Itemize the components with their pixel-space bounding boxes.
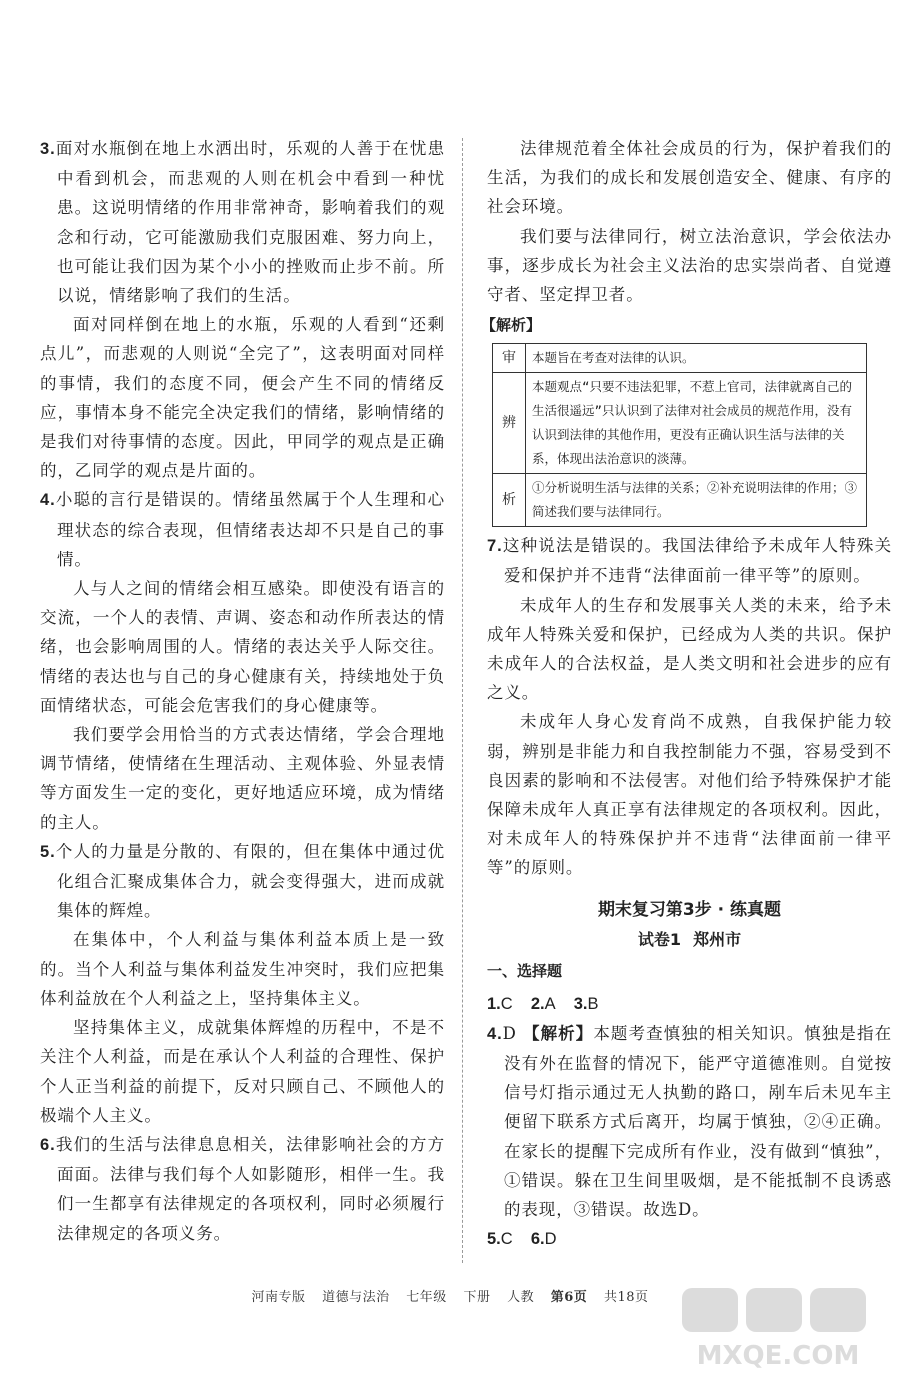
answer-6-number: 6. xyxy=(40,1135,56,1154)
answer-row-2 xyxy=(487,1224,892,1254)
answer-4-p1 xyxy=(40,485,445,574)
answer-5-p2: 在集体中，个人利益与集体利益本质上是一致的。当个人利益与集体利益发生冲突时，我们应把集体利益放在个人利益之上，坚持集体主义。 xyxy=(40,930,445,1008)
watermark-logo xyxy=(678,1284,878,1374)
mc-answer-4-tag: 【解析】 xyxy=(523,1023,594,1043)
table-row xyxy=(493,474,867,527)
table-cell: ①分析说明生活与法律的关系；②补充说明法律的作用；③简述我们要与法律同行。 xyxy=(526,474,867,527)
footer-edition: 河南专版 xyxy=(251,1290,306,1305)
table-cell: 本题旨在考查对法律的认识。 xyxy=(526,344,867,373)
answer-3-p2: 面对同样倒在地上的水瓶，乐观的人看到“还剩点儿”，而悲观的人则说“全完了”，这表明面对同样的事情，我们的态度不同，便会产生不同的情绪反应，事情本身不能完全决定我们的情绪，影响情绪的是我们对待事情的态度。因此，甲同学的观点是正确的，乙同学的观点是片面的。 xyxy=(40,315,445,481)
answer-6-p2: 法律规范着全体社会成员的行为，保护着我们的生活，为我们的成长和发展创造安全、健康、有序的社会环境。 xyxy=(487,139,892,217)
mc-header: 一、选择题 xyxy=(487,961,563,980)
mc-answer-4-choice: D xyxy=(502,1023,517,1043)
right-column xyxy=(481,134,892,1254)
table-row xyxy=(493,344,867,373)
mc-answer-4-number: 4. xyxy=(487,1024,503,1043)
analysis-label: 【解析】 xyxy=(481,316,542,335)
mc-answer-1: 1.C xyxy=(487,994,513,1013)
answer-5-number: 5. xyxy=(40,842,56,861)
answer-3-p1 xyxy=(40,134,445,310)
answer-7-p2: 未成年人的生存和发展事关人类的未来，给予未成年人特殊关爱和保护，已经成为人类的共识。保护未成年人的合法权益，是人类文明和社会进步的应有之义。 xyxy=(487,595,892,703)
mc-answer-4 xyxy=(487,1019,892,1224)
footer-subject: 道德与法治 xyxy=(322,1290,390,1305)
mc-answer-3: 3.B xyxy=(573,994,599,1013)
answer-6-text: 我们的生活与法律息息相关，法律影响社会的方方面面。法律与我们每个人如影随形，相伴一生。我们一生都享有法律规定的各项权利，同时必须履行法律规定的各项义务。 xyxy=(55,1134,445,1243)
answer-7-number: 7. xyxy=(487,537,503,556)
table-cell: 本题观点“只要不违法犯罪，不惹上官司，法律就离自己的生活很遥远”只认识到了法律对社会成员的规范作用，没有认识到法律的其他作用，更没有正确认识生活与法律的关系，体现出法治意识的淡薄。 xyxy=(526,373,867,474)
left-column xyxy=(40,134,445,1248)
footer-publisher: 人教 xyxy=(507,1290,535,1305)
footer-page: 第6页 xyxy=(550,1290,588,1305)
answer-5-text: 个人的力量是分散的、有限的，但在集体中通过优化组合汇聚成集体合力，就会变得强大，进而成就集体的辉煌。 xyxy=(55,841,445,921)
footer-volume: 下册 xyxy=(463,1290,491,1305)
answer-4-p3: 我们要学会用恰当的方式表达情绪，学会合理地调节情绪，使情绪在生理活动、主观体验、外显表情等方面发生一定的变化，更好地适应环境，成为情绪的主人。 xyxy=(40,725,445,832)
answer-7-p3: 未成年人身心发育尚不成熟，自我保护能力较弱，辨别是非能力和自我控制能力不强，容易受到不良因素的影响和不法侵害。对他们给予特殊保护才能保障未成年人真正享有法律规定的各项权利。因此，对未成年人的特殊保护并不违背“法律面前一律平等”的原则。 xyxy=(487,712,892,878)
answer-row-1 xyxy=(487,989,892,1019)
answer-6-p3: 我们要与法律同行，树立法治意识，学会依法办事，逐步成长为社会主义法治的忠实崇尚者、自觉遵守者、坚定捍卫者。 xyxy=(487,226,892,305)
paper-city: 郑州市 xyxy=(693,929,742,949)
answer-5-p3: 坚持集体主义，成就集体辉煌的历程中，不是不关注个人利益，而是在承认个人利益的合理性、保护个人正当利益的前提下，反对只顾自己、不顾他人的极端个人主义。 xyxy=(40,1018,445,1125)
answer-5-p1 xyxy=(40,837,445,926)
answer-4-text: 小聪的言行是错误的。情绪虽然属于个人生理和心理状态的综合表现，但情绪表达却不只是自己的事情。 xyxy=(55,490,445,569)
footer-grade: 七年级 xyxy=(406,1290,447,1305)
footer-total: 共18页 xyxy=(603,1290,649,1305)
answer-3-text: 面对水瓶倒在地上水洒出时，乐观的人善于在忧患中看到机会，而悲观的人则在机会中看到一种忧患。这说明情绪的作用非常神奇，影响着我们的观念和行动，它可能激励我们克服困难、努力向上，也可能让我们因为某个小小的挫败而止步不前。所以说，情绪影响了我们的生活。 xyxy=(55,139,445,306)
analysis-table xyxy=(492,343,867,527)
answer-4-number: 4. xyxy=(40,491,56,510)
watermark-text: MXQE.COM xyxy=(696,1341,860,1371)
table-key: 辨 xyxy=(493,373,526,474)
mc-answer-5: 5.C xyxy=(487,1230,513,1249)
answer-7-p1 xyxy=(487,531,892,590)
mc-answer-2: 2.A xyxy=(530,994,556,1013)
column-divider xyxy=(462,138,463,1263)
answer-4-p2: 人与人之间的情绪会相互感染。即使没有语言的交流，一个人的表情、声调、姿态和动作所表达的情绪，也会影响周围的人。情绪的表达关乎人际交往。情绪的表达也与自己的身心健康有关，持续地处于负面情绪状态，可能会危害我们的身心健康等。 xyxy=(40,579,445,715)
answer-6-p1 xyxy=(40,1130,445,1248)
table-key: 审 xyxy=(493,344,526,373)
paper-title xyxy=(487,925,892,955)
table-row xyxy=(493,373,867,474)
section-title: 期末复习第3步 · 练真题 xyxy=(597,899,782,920)
mc-answer-4-text: 本题考查慎独的相关知识。慎独是指在没有外在监督的情况下，能严守道德准则。自觉按信号灯指示通过无人执勤的路口，剐车后未见车主便留下联系方式后离开，均属于慎独，②④正确。在家长的提醒下完成所有作业，没有做到“慎独”，①错误。躲在卫生间里吸烟，是不能抵制不良诱惑的表现，③错误。故选D。 xyxy=(504,1023,892,1220)
paper-label: 试卷1 xyxy=(637,929,682,949)
answer-7-text: 这种说法是错误的。我国法律给予未成年人特殊关爱和保护并不违背“法律面前一律平等”的原则。 xyxy=(502,536,892,586)
answer-3-number: 3. xyxy=(40,140,56,158)
table-key: 析 xyxy=(493,474,526,527)
mc-answer-6: 6.D xyxy=(530,1230,557,1249)
